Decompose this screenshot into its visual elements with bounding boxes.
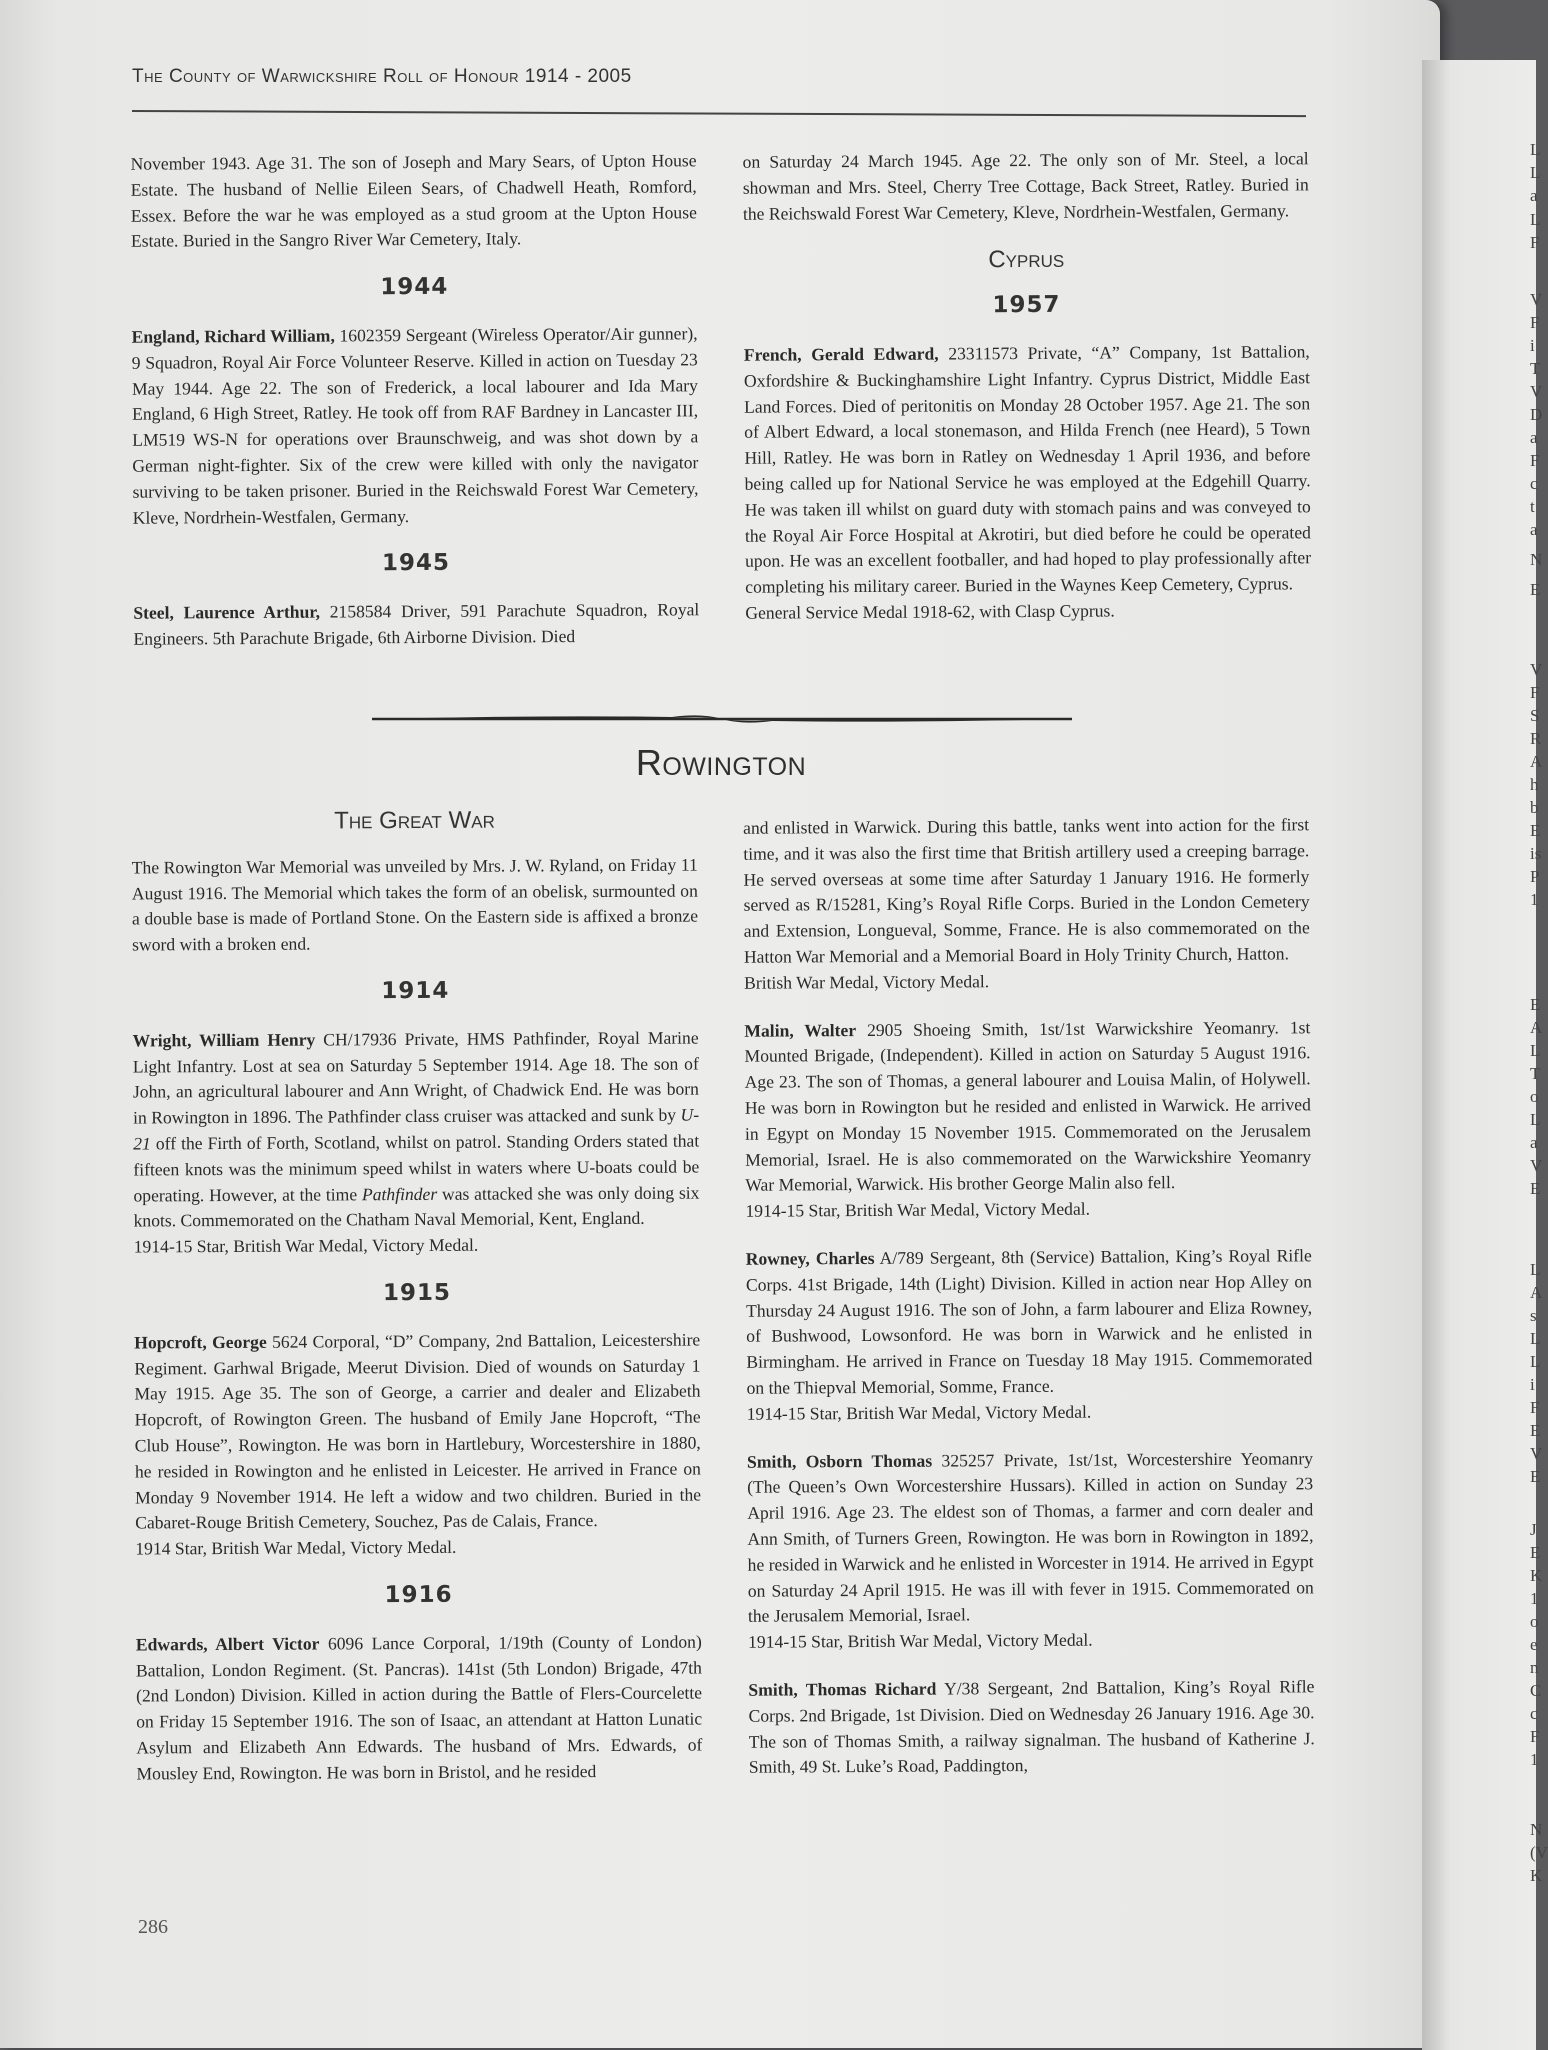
entry-medals: 1914-15 Star, British War Medal, Victory Medal. (746, 1401, 1092, 1424)
year-heading-1914: 1914 (381, 977, 450, 1005)
facing-page-letter: o (1530, 1612, 1539, 1631)
entry-text: CH/17936 Private, HMS Pathfinder, Royal Marine Light Infantry. Lost at sea on Saturday 5 September 1914. Age 18. The son of John, an agricultural labourer and Ann Wright, of Chadwick End. He was born in Rowington in 1896. The Pathfinder class cruiser was attacked and sunk by (132, 1027, 699, 1128)
facing-page-letter: L (1530, 140, 1541, 159)
entry-name: Rowney, Charles (745, 1247, 875, 1269)
running-head-text: The County of Warwickshire Roll of Honour 1914 - 2005 (132, 66, 632, 87)
entry-text: off the Firth of Forth, Scotland, whilst on patrol. Standing Orders stated that fifteen knots was the minimum speed whilst in waters where U-boats could be operating. However, at the time (133, 1130, 700, 1206)
facing-page-letter: L (1530, 1041, 1541, 1060)
facing-page-letter: R (1530, 729, 1542, 748)
year-heading-1945: 1945 (381, 550, 451, 577)
facing-page-letter: F (1530, 683, 1540, 702)
facing-page-letter: F (1530, 451, 1540, 470)
entry-medals: 1914 Star, British War Medal, Victory Medal. (135, 1536, 457, 1559)
facing-page-letter: A (1530, 752, 1543, 771)
facing-page-letter: n (1530, 1658, 1539, 1677)
entry-text: 1602359 Sergeant (Wireless Operator/Air gunner), 9 Squadron, Royal Air Force Volunteer Reserve. Killed in action on Tuesday 23 May 1944. Age 22. The son of Frederick, a local labourer and Ida Mary England, 6 High Street, Ratley. He took off from RAF Bardney in Lancaster III, LM519 WS-N for operations over Braunschweig, and was shot down by a German night-fighter. Six of the crew were killed with only the navigator surviving to be taken prisoner. Buried in the Reichswald Forest War Cemetery, Kleve, Nordrhein-Westfalen, Germany. (131, 323, 699, 528)
entry-smith-osborn (747, 1446, 1314, 1630)
facing-page-letter: i (1530, 336, 1535, 355)
facing-page-letter: J (1530, 1520, 1537, 1539)
entry-text: A/789 Sergeant, 8th (Service) Battalion, King’s Royal Rifle Corps. 41st Brigade, 14th (Light) Division. Killed in action near Hop Alley on Thursday 24 August 1916. The son of John, a farm labourer and Eliza Rowney, of Bushwood, Lowsonford. He was born in Warwick and he enlisted in Birmingham. He arrived in France on Tuesday 18 May 1915. Commemorated on the Thiepval Memorial, Somme, France. (745, 1245, 1313, 1398)
section-heading-great-war: The Great War (334, 806, 495, 835)
entry-smith-thomas (748, 1674, 1315, 1781)
facing-page-letter: V (1530, 1444, 1543, 1463)
facing-page-letter: P (1530, 867, 1540, 886)
facing-page-letter: L (1530, 1329, 1541, 1348)
facing-page-letter: E (1530, 580, 1541, 599)
entry-name: Edwards, Albert Victor (135, 1633, 320, 1655)
year-heading-1957: 1957 (992, 291, 1061, 319)
header-rule (132, 110, 1306, 117)
entry-malin (744, 1015, 1311, 1199)
facing-page-letter: F (1530, 233, 1540, 252)
facing-page-letter: s (1530, 1306, 1537, 1325)
facing-page-edge (1422, 60, 1548, 2050)
facing-page-letter: E (1530, 1543, 1541, 1562)
continued-entry: on Saturday 24 March 1945. Age 22. The only son of Mr. Steel, a local showman and Mrs. Steel, Cherry Tree Cottage, Back Street, Ratley. Buried in the Reichswald Forest War Cemetery, Kleve, Nordrhein-Westfalen, Germany. (742, 148, 1309, 224)
entry-text: 2158584 Driver, 591 Parachute Squadron, Royal Engineers. 5th Parachute Brigade, 6th Airborne Division. Died (133, 599, 700, 649)
top-right-column (743, 146, 1312, 626)
entry-edwards (136, 1629, 703, 1787)
entry-text: Y/38 Sergeant, 2nd Battalion, King’s Royal Rifle Corps. 2nd Brigade, 1st Division. Died on Wednesday 26 January 1916. Age 30. The son of Thomas Smith, a railway signalman. The husband of Katherine J. Smith, 49 St. Luke’s Road, Paddington, (748, 1676, 1315, 1778)
facing-page-letter: b (1530, 798, 1539, 817)
entry-name: Smith, Thomas Richard (748, 1678, 937, 1700)
year-heading-1915: 1915 (382, 1279, 452, 1307)
facing-page-letter: c (1530, 1704, 1538, 1723)
entry-text: 6096 Lance Corporal, 1/19th (County of London) Battalion, London Regiment. (St. Pancras). 141st (5th London) Brigade, 47th (2nd London) Division. Killed in action during the Battle of Flers-Courcelette on Friday 15 September 1916. The son of Isaac, an attendant at Hatton Lunatic Asylum and Elizabeth Ann Edwards. The husband of Mrs. Edwards, of Mousley End, Rowington. He was born in Bristol, and he resided (135, 1631, 703, 1784)
facing-page-letter: c (1530, 474, 1538, 493)
bottom-right-column (743, 812, 1315, 1781)
facing-page-letter: a (1530, 186, 1538, 205)
entry-name: Steel, Laurence Arthur, (133, 601, 321, 623)
facing-page-letter: 1 (1530, 1750, 1539, 1769)
facing-page-letter: V (1530, 660, 1543, 679)
section-heading-cyprus: Cyprus (988, 246, 1065, 274)
facing-page-letter: a (1530, 428, 1538, 447)
facing-page-letter: F (1530, 313, 1540, 332)
facing-page-letter: C (1530, 1681, 1542, 1700)
entry-england (132, 321, 699, 531)
facing-page-letter: o (1530, 1087, 1539, 1106)
facing-page-letter: t (1530, 497, 1535, 516)
entry-text: 2905 Shoeing Smith, 1st/1st Warwickshire Yeomanry. 1st Mounted Brigade, (Independent). Killed in action on Saturday 5 August 1916. Age 23. The son of Thomas, a general labourer and Louisa Malin, of Holywell. He was born in Rowington but he resided and enlisted in Warwick. He arrived in Egypt on Monday 15 November 1915. Commemorated on the Jerusalem Memorial, Israel. He is also commemorated on the Warwickshire Yeomanry War Memorial, Warwick. His brother George Malin also fell. (744, 1016, 1312, 1196)
top-left-column (130, 148, 699, 652)
facing-page-letter: E (1530, 1421, 1541, 1440)
entry-medals: 1914-15 Star, British War Medal, Victory Medal. (133, 1234, 479, 1257)
facing-page-letter: is (1530, 844, 1542, 863)
facing-page-letter: 1 (1530, 1589, 1539, 1608)
entry-text: 325257 Private, 1st/1st, Worcestershire Yeomanry (The Queen’s Own Worcestershire Hussars). Killed in action on Sunday 23 April 1916. Age 23. The eldest son of Thomas, a farmer and corn dealer and Ann Smith, of Turners Green, Rowington. He was born in Rowington in 1892, he resided in Warwick and he enlisted in Worcester in 1914. He arrived in Egypt on Saturday 24 April 1915. He was ill with fever in 1915. Commemorated on the Jerusalem Memorial, Israel. (747, 1447, 1314, 1627)
facing-page-letter: L (1530, 163, 1541, 182)
facing-page-letter: V (1530, 1156, 1543, 1175)
facing-page-letter: T (1530, 359, 1541, 378)
facing-page-letter: L (1530, 1110, 1541, 1129)
facing-page-letter: K (1530, 1866, 1543, 1885)
facing-page-letter: E (1530, 1467, 1541, 1486)
memorial-intro: The Rowington War Memorial was unveiled by Mrs. J. W. Ryland, on Friday 11 August 1916. The Memorial which takes the form of an obelisk, surmounted on a double base is made of Portland Stone. On the Eastern side is affixed a bronze sword with a broken end. (131, 854, 699, 955)
page-number: 286 (138, 1916, 168, 1938)
facing-page-letter: F (1530, 1398, 1540, 1417)
facing-page-letter: E (1530, 995, 1541, 1014)
facing-page-letter: a (1530, 520, 1538, 539)
facing-page-letter: L (1530, 1260, 1541, 1279)
facing-page-letter: (V (1530, 1843, 1548, 1862)
entry-text: was attacked she was only doing six knots. Commemorated on the Chatham Naval Memorial, Kent, England. (133, 1182, 700, 1231)
entry-rowney (746, 1243, 1313, 1401)
facing-page-letter: e (1530, 1635, 1538, 1654)
facing-page-letter: L (1530, 210, 1541, 229)
entry-name: Hopcroft, George (134, 1331, 267, 1353)
year-heading-1944: 1944 (380, 273, 449, 301)
entry-name: Malin, Walter (744, 1019, 857, 1041)
facing-page-letter: i (1530, 1375, 1535, 1394)
facing-page-letter: N (1530, 550, 1543, 569)
entry-medals: British War Medal, Victory Medal. (744, 971, 990, 993)
entry-name: Wright, William Henry (132, 1029, 316, 1051)
facing-page-letter: K (1530, 1566, 1543, 1585)
continued-entry: and enlisted in Warwick. During this battle, tanks went into action for the first time, and it was also the first time that British artillery used a creeping barrage. He served overseas at some time after Saturday 1 January 1916. He formerly served as R/15281, King’s Royal Rifle Corps. Buried in the London Cemetery and Extension, Longueval, Somme, France. He is also commemorated on the Hatton War Memorial and a Memorial Board in Holy Trinity Church, Hatton. (743, 814, 1310, 967)
facing-page-letter: h (1530, 775, 1539, 794)
facing-page-letter: L (1530, 1352, 1541, 1371)
bottom-left-column (131, 807, 702, 1787)
entry-medals: 1914-15 Star, British War Medal, Victory Medal. (745, 1198, 1091, 1221)
entry-medals: 1914-15 Star, British War Medal, Victory Medal. (748, 1629, 1093, 1652)
entry-italic-uboat: U-21 (133, 1104, 700, 1154)
continued-entry: November 1943. Age 31. The son of Joseph and Mary Sears, of Upton House Estate. The husband of Nellie Eileen Sears, of Chadwell Heath, Romford, Essex. Before the war he was employed as a stud groom at the Upton House Estate. Buried in the Sangro River War Cemetery, Italy. (130, 150, 697, 252)
facing-page-letter: a (1530, 1133, 1538, 1152)
entry-wright (133, 1025, 700, 1234)
facing-page-letter: D (1530, 405, 1543, 424)
facing-page-letter: V (1530, 290, 1543, 309)
entry-text: 23311573 Private, “A” Company, 1st Battalion, Oxfordshire & Buckinghamshire Light Infantry. Cyprus District, Middle East Land Forces. Died of peritonitis on Monday 28 October 1957. Age 21. The son of Albert Edward, a local stonemason, and Hilda French (nee Heard), 5 Town Hill, Ratley. He was born in Ratley on Wednesday 1 April 1936, and before being called up for National Service he was employed at the Edgehill Quarry. He was taken ill whilst on guard duty with stomach pains and was conveyed to the Royal Air Force Hospital at Akrotiri, but died before he could be operated upon. He was an excellent footballer, and had hoped to play professionally after completing his military career. Buried in the Waynes Keep Cemetery, Cyprus. (743, 341, 1312, 597)
facing-page-letter: N (1530, 1820, 1543, 1839)
entry-italic-ship: Pathfinder (361, 1183, 438, 1204)
facing-page-letter: 1 (1530, 890, 1539, 909)
facing-page-letter: S (1530, 706, 1540, 725)
entry-name: England, Richard William, (131, 325, 335, 347)
facing-page-letter: A (1530, 1018, 1543, 1037)
ornamental-divider (372, 712, 1072, 726)
entry-name: French, Gerald Edward, (743, 343, 939, 365)
facing-page-letter: E (1530, 821, 1541, 840)
entry-name: Smith, Osborn Thomas (746, 1450, 933, 1472)
facing-page-letter: A (1530, 1283, 1543, 1302)
facing-page-letter: E (1530, 1179, 1541, 1198)
facing-page-letter: V (1530, 382, 1543, 401)
running-head (132, 66, 1310, 88)
entry-hopcroft (134, 1327, 701, 1536)
entry-steel (133, 597, 699, 652)
facing-page-letter: F (1530, 1727, 1540, 1746)
entry-french (744, 339, 1312, 600)
facing-page-letter: T (1530, 1064, 1541, 1083)
entry-text: 5624 Corporal, “D” Company, 2nd Battalion, Leicestershire Regiment. Garhwal Brigade, Meerut Division. Died of wounds on Saturday 1 May 1915. Age 35. The son of George, a carrier and dealer and Elizabeth Hopcroft, of Rowington Green. The husband of Emily Jane Hopcroft, “The Club House”, Rowington. He was born in Hartlebury, Worcestershire in 1880, he resided in Rowington and he enlisted in Leicester. He arrived in France on Monday 9 November 1914. He left a widow and two children. Buried in the Cabaret-Rouge British Cemetery, Souchez, Pas de Calais, France. (134, 1329, 702, 1533)
place-title: Rowington (635, 742, 807, 783)
year-heading-1916: 1916 (384, 1581, 453, 1609)
entry-medals: General Service Medal 1918-62, with Clasp Cyprus. (745, 600, 1115, 623)
